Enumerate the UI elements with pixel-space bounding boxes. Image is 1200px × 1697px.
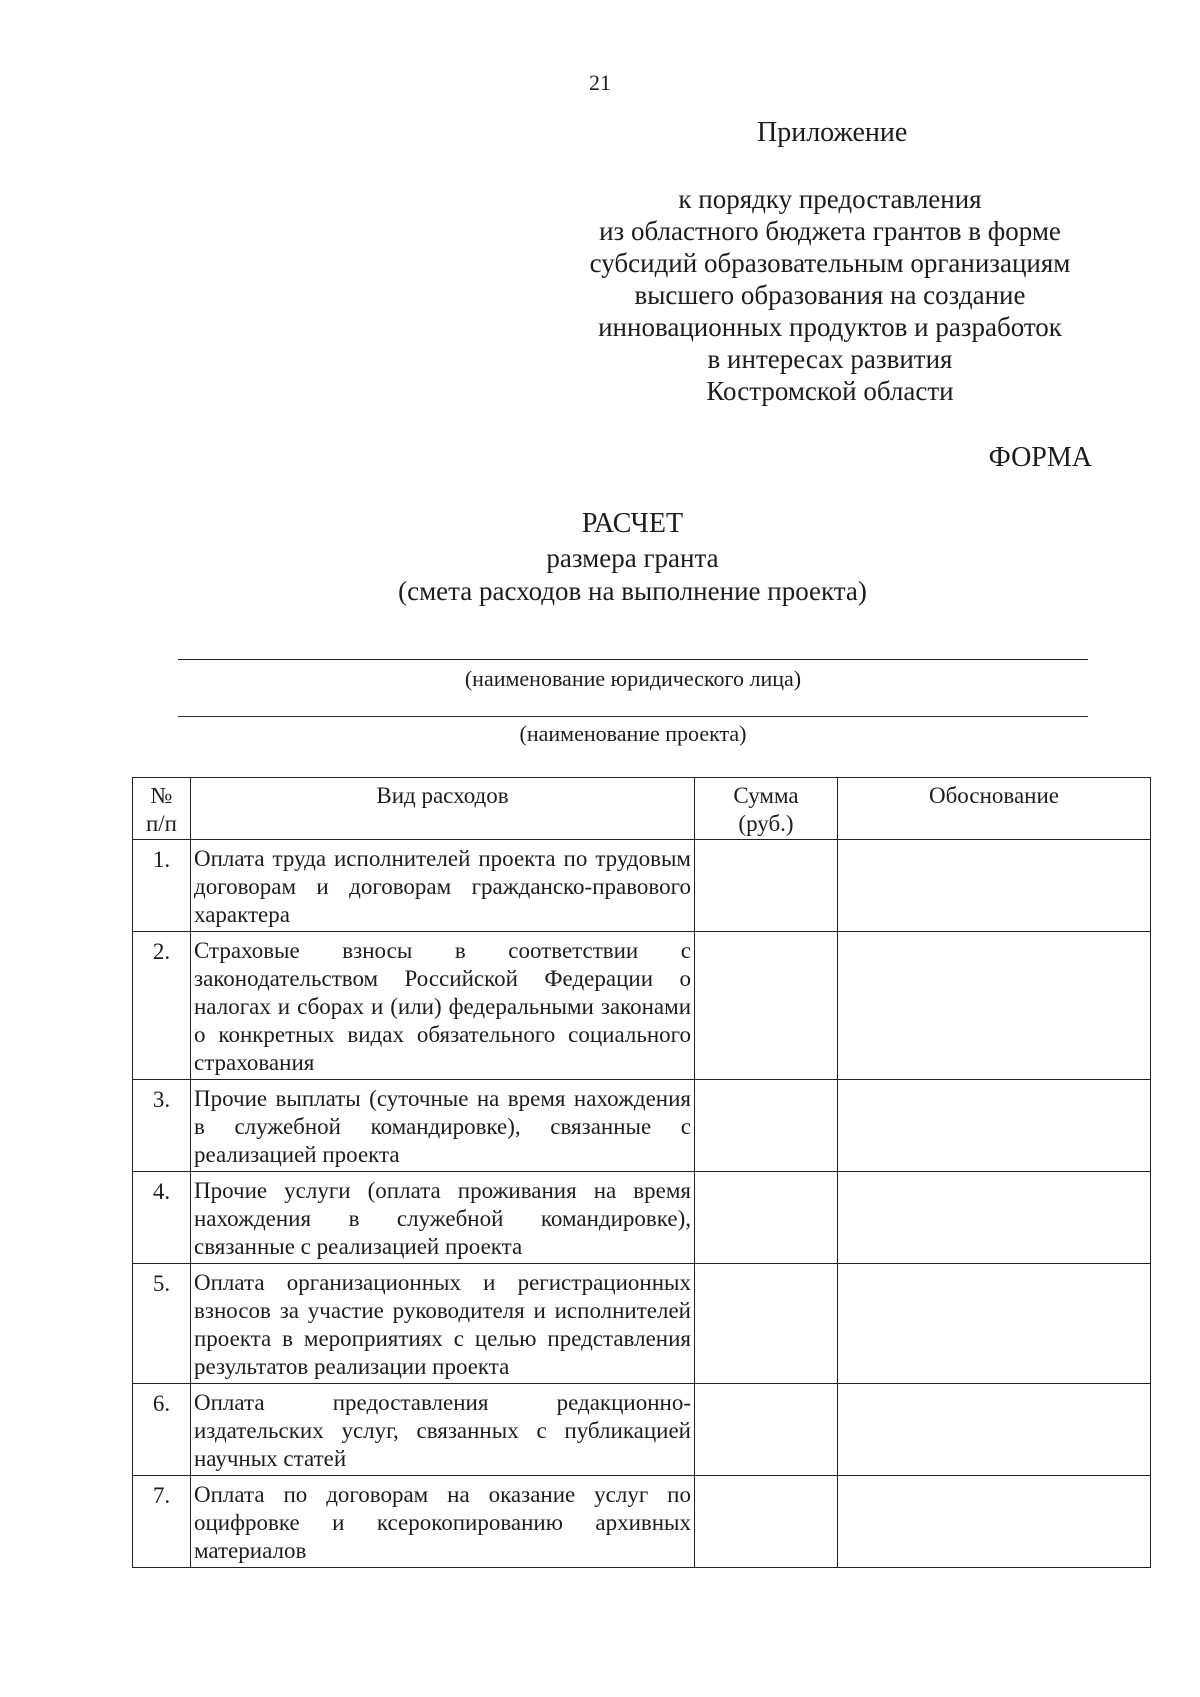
table-row (133, 840, 1151, 932)
row-justification-cell[interactable] (838, 1172, 1151, 1264)
table-row (133, 1172, 1151, 1264)
legal-entity-fill-line[interactable] (178, 659, 1088, 660)
header-sum (695, 778, 838, 840)
table-row (133, 1476, 1151, 1568)
row-expense-type: Страховые взносы в соответствии с законодательством Российской Федерации о налогах и сборах и (или) федеральными законами о конкретных видах обязательного социального страхования (191, 932, 695, 1080)
appendix-line: инновационных продуктов и разработок (598, 312, 1062, 342)
header-sum-unit: (руб.) (738, 811, 794, 836)
appendix-line: в интересах развития (707, 344, 953, 374)
header-number-abbr: п/п (145, 811, 177, 836)
appendix-line: высшего образования на создание (634, 280, 1026, 310)
table-row (133, 1080, 1151, 1172)
table-row (133, 1384, 1151, 1476)
row-justification-cell[interactable] (838, 1384, 1151, 1476)
row-expense-type: Оплата организационных и регистрационных взносов за участие руководителя и исполнителей проекта в мероприятиях с целью представления результатов реализации проекта (191, 1264, 695, 1384)
row-justification-cell[interactable] (838, 1264, 1151, 1384)
legal-entity-caption: (наименование юридического лица) (464, 666, 802, 691)
row-number: 3. (133, 1080, 191, 1172)
row-expense-type: Прочие услуги (оплата проживания на время нахождения в служебной командировке), связанные с реализацией проекта (191, 1172, 695, 1264)
appendix-line: из областного бюджета грантов в форме (599, 216, 1061, 246)
header-justification: Обоснование (838, 778, 1151, 840)
document-subtitle-note: (смета расходов на выполнение проекта) (398, 576, 867, 606)
expense-table (132, 777, 1151, 1568)
row-expense-type: Оплата предоставления редакционно-издательских услуг, связанных с публикацией научных статей (191, 1384, 695, 1476)
row-sum-cell[interactable] (695, 840, 838, 932)
row-justification-cell[interactable] (838, 1080, 1151, 1172)
row-number: 7. (133, 1476, 191, 1568)
appendix-description (570, 183, 1090, 407)
row-sum-cell[interactable] (695, 1384, 838, 1476)
table-row (133, 932, 1151, 1080)
row-expense-type: Прочие выплаты (суточные на время нахождения в служебной командировке), связанные с реализацией проекта (191, 1080, 695, 1172)
row-justification-cell[interactable] (838, 932, 1151, 1080)
appendix-line: Костромской области (706, 376, 954, 406)
row-expense-type: Оплата по договорам на оказание услуг по оцифровке и ксерокопированию архивных материалов (191, 1476, 695, 1568)
appendix-line: субсидий образовательным организациям (589, 248, 1071, 278)
project-name-fill-line[interactable] (178, 716, 1088, 717)
row-justification-cell[interactable] (838, 1476, 1151, 1568)
document-title: РАСЧЕТ (581, 508, 684, 539)
document-subtitle: размера гранта (546, 543, 719, 573)
table-header-row (133, 778, 1151, 840)
row-number: 6. (133, 1384, 191, 1476)
row-number: 1. (133, 840, 191, 932)
page-number: 21 (589, 70, 611, 95)
form-label: ФОРМА (988, 442, 1092, 473)
table-row (133, 1264, 1151, 1384)
row-justification-cell[interactable] (838, 840, 1151, 932)
header-expense-type: Вид расходов (191, 778, 695, 840)
header-sum-label: Сумма (733, 783, 799, 808)
appendix-title: Приложение (757, 117, 908, 148)
row-sum-cell[interactable] (695, 1476, 838, 1568)
row-number: 4. (133, 1172, 191, 1264)
row-expense-type: Оплата труда исполнителей проекта по трудовым договорам и договорам гражданско-правового характера (191, 840, 695, 932)
appendix-line: к порядку предоставления (678, 184, 982, 214)
header-number (133, 778, 191, 840)
project-name-caption: (наименование проекта) (519, 721, 747, 746)
row-sum-cell[interactable] (695, 1172, 838, 1264)
row-number: 5. (133, 1264, 191, 1384)
row-sum-cell[interactable] (695, 932, 838, 1080)
row-sum-cell[interactable] (695, 1264, 838, 1384)
row-sum-cell[interactable] (695, 1080, 838, 1172)
header-number-symbol: № (150, 783, 173, 808)
row-number: 2. (133, 932, 191, 1080)
